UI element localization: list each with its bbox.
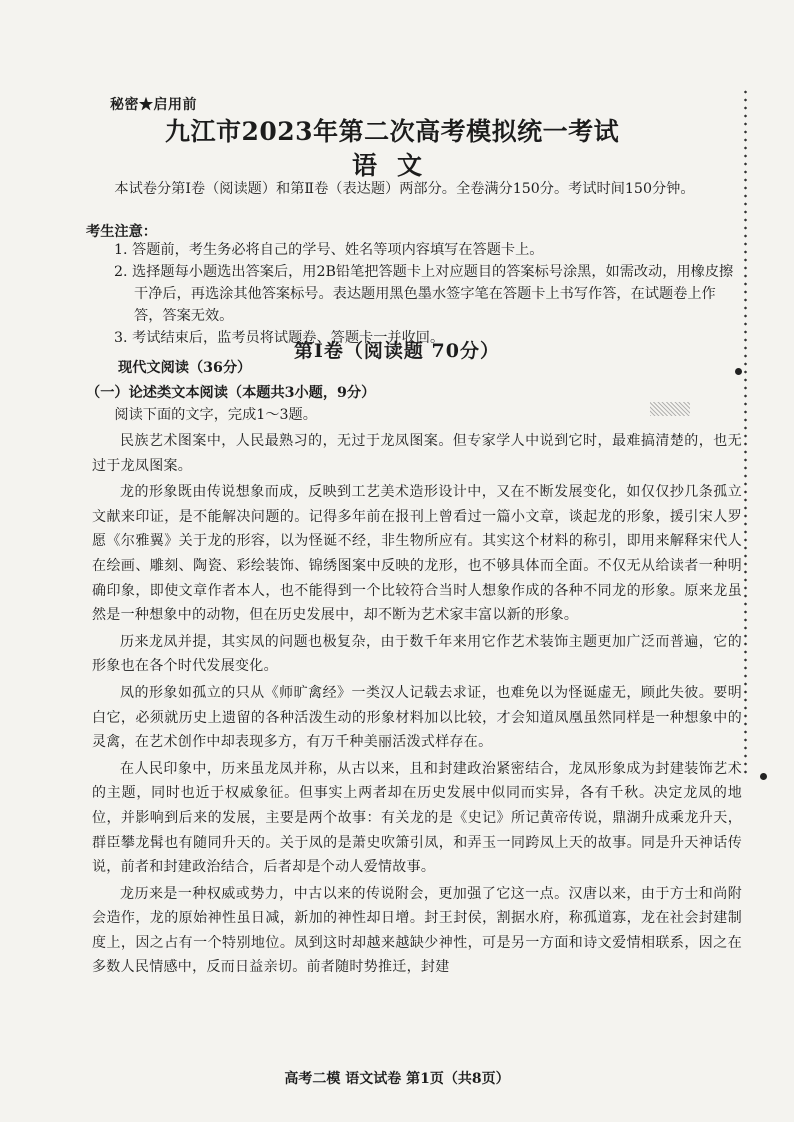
reading-passage [92, 429, 742, 982]
section-heading: 现代文阅读（36分） [118, 360, 252, 376]
passage-paragraph: 民族艺术图案中，人民最熟习的，无过于龙凤图案。但专家学人中说到它时，最难搞清楚的，也无过于龙凤图案。 [92, 433, 742, 474]
subsection-heading: （一）论述类文本阅读（本题共3小题，9分） [86, 385, 376, 401]
margin-dot-icon [760, 773, 767, 780]
exam-title: 九江市2023年第二次高考模拟统一考试 [165, 117, 620, 146]
passage-paragraph: 凤的形象如孤立的只从《师旷禽经》一类汉人记载去求证，也难免以为怪诞虚无，顾此失彼。要明白它，必须就历史上遗留的各种活泼生动的形象材料加以比较，才会知道凤凰虽然同样是一种想象中的灵禽，在艺术创作中却表现多方，有万千种美丽活泼式样存在。 [92, 684, 742, 751]
passage-paragraph: 在人民印象中，历来虽龙凤并称，从古以来，且和封建政治紧密结合，龙凤形象成为封建装饰艺术的主题，同时也近于权威象征。但事实上两者却在历史发展中似同而实异，各有千秋。决定龙凤的地位，并影响到后来的发展，主要是两个故事：有关龙的是《史记》所记黄帝传说，鼎湖升成乘龙升天，群臣攀龙髯也有随同升天的。关于凤的是萧史吹箫引凤，和弄玉一同跨凤上天的故事。同是升天神话传说，前者和封建政治结合，后者却是个动人爱情故事。 [92, 760, 742, 876]
intro-paragraph [86, 178, 741, 201]
subject-title: 语文 [351, 151, 442, 180]
notes-heading: 考生注意： [86, 224, 157, 240]
margin-dot-icon [735, 368, 742, 375]
intro-text: 本试卷分第Ⅰ卷（阅读题）和第Ⅱ卷（表达题）两部分。全卷满分150分。考试时间150分钟。 [114, 181, 695, 197]
binding-dotted-line [744, 88, 747, 778]
confidential-label: 秘密★启用前 [110, 97, 197, 113]
passage-paragraph: 龙历来是一种权威或势力，中古以来的传说附会，更加强了它这一点。汉唐以来，由于方士和尚附会造作，龙的原始神性虽日减，新加的神性却日增。封王封侯，割据水府，称孤道寡，龙在社会封建制度上，因之占有一个特别地位。凤到这时却越来越缺少神性，可是另一方面和诗文爱情相联系，因之在多数人民情感中，反而日益亲切。前者随时势推迁，封建 [92, 885, 742, 976]
note-item: 3. 考试结束后，监考员将试题卷、答题卡一并收回。 [114, 330, 445, 346]
part-title: 第Ⅰ卷（阅读题 70分） [294, 340, 500, 362]
passage-paragraph: 历来龙凤并提，其实凤的问题也极复杂，由于数千年来用它作艺术装饰主题更加广泛而普遍，它的形象也在各个时代发展变化。 [92, 633, 742, 675]
notes-list [114, 239, 734, 349]
page-footer: 高考二模 语文试卷 第1页（共8页） [284, 1071, 510, 1087]
note-item: 1. 答题前，考生务必将自己的学号、姓名等项内容填写在答题卡上。 [114, 242, 544, 258]
instruction-text: 阅读下面的文字，完成1～3题。 [114, 407, 317, 423]
passage-paragraph: 龙的形象既由传说想象而成，反映到工艺美术造形设计中，又在不断发展变化，如仅仅抄几条孤立文献来印证，是不能解决问题的。记得多年前在报刊上曾看过一篇小文章，谈起龙的形象，援引宋人罗愿《尔雅翼》关于龙的形容，以为怪诞不经，非生物所应有。其实这个材料的称引，即用来解释宋代人在绘画、雕刻、陶瓷、彩绘装饰、锦绣图案中反映的龙形，也不够具体而全面。不仅无从给读者一种明确印象，即使文章作者本人，也不能得到一个比较符合当时人想象作成的各种不同龙的形象。原来龙虽然是一种想象中的动物，但在历史发展中，却不断为艺术家丰富以新的形象。 [92, 484, 742, 624]
note-item: 2. 选择题每小题选出答案后，用2B铅笔把答题卡上对应题目的答案标号涂黑，如需改动，用橡皮擦干净后，再选涂其他答案标号。表达题用黑色墨水签字笔在答题卡上书写作答，在试题卷上作答，答案无效。 [114, 264, 734, 324]
instruction-block [86, 404, 741, 427]
